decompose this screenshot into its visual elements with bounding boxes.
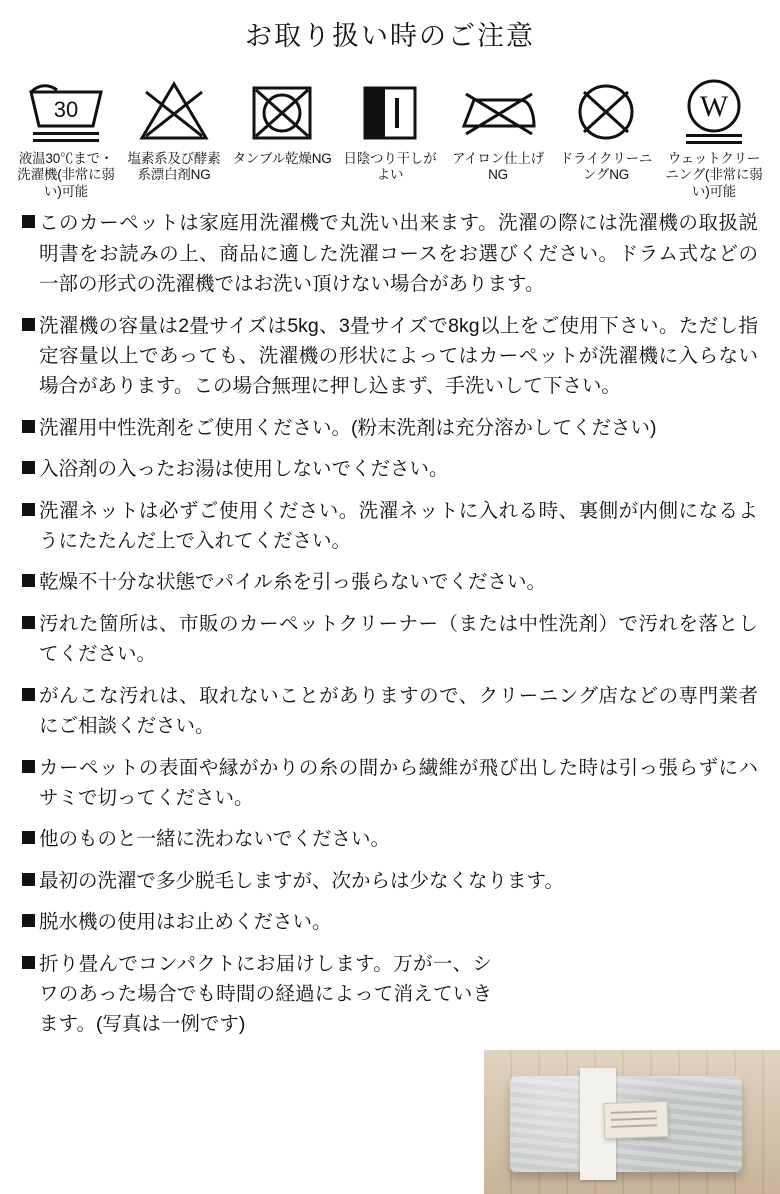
shade-line-dry-icon <box>357 75 423 147</box>
care-symbol-caption: アイロン仕上げNG <box>452 151 544 183</box>
care-symbol-caption: タンブル乾燥NG <box>232 151 332 166</box>
list-item <box>22 413 758 443</box>
care-notes-list <box>0 200 780 1039</box>
care-symbols-row <box>0 53 780 200</box>
no-chlorine-oxygen-bleach-icon <box>134 75 214 147</box>
square-bullet-icon <box>22 688 35 701</box>
square-bullet-icon <box>22 574 35 587</box>
care-symbol-caption: ドライクリーニングNG <box>559 151 653 183</box>
care-symbol-item <box>664 75 764 200</box>
note-text: 最初の洗濯で多少脱毛しますが、次からは少なくなります。 <box>39 869 564 892</box>
no-iron-icon <box>456 75 540 147</box>
care-symbol-item <box>16 75 116 200</box>
care-symbol-item <box>340 75 440 184</box>
page-title: お取り扱い時のご注意 <box>245 21 535 51</box>
square-bullet-icon <box>22 956 35 969</box>
square-bullet-icon <box>22 914 35 927</box>
list-item <box>22 454 758 484</box>
care-symbol-caption: ウェットクリーニング(非常に弱い)可能 <box>665 151 763 199</box>
note-text: このカーペットは家庭用洗濯機で丸洗い出来ます。洗濯の際には洗濯機の取扱説明書をお読みの上、商品に適した洗濯コースをお選びください。ドラム式などの一部の形式の洗濯機ではお洗い頂けない場合があります。 <box>39 212 758 296</box>
square-bullet-icon <box>22 831 35 844</box>
svg-text:30: 30 <box>53 97 79 122</box>
care-symbol-caption: 塩素系及び酵素系漂白剤NG <box>127 151 221 183</box>
square-bullet-icon <box>22 760 35 773</box>
note-text: 乾燥不十分な状態でパイル糸を引っ張らないでください。 <box>39 571 547 594</box>
list-item <box>22 681 758 742</box>
note-text: 脱水機の使用はお止めください。 <box>39 911 332 934</box>
square-bullet-icon <box>22 461 35 474</box>
no-tumble-dry-icon <box>246 75 318 147</box>
note-text: がんこな汚れは、取れないことがありますので、クリーニング店などの専門業者にご相談ください。 <box>39 684 758 738</box>
note-text: 汚れた箇所は、市販のカーペットクリーナー（または中性洗剤）で汚れを落としてください。 <box>39 612 758 666</box>
care-symbol-item <box>556 75 656 184</box>
list-item <box>22 208 758 299</box>
note-text: カーペットの表面や縁がかりの糸の間から繊維が飛び出した時は引っ張らずにハサミで切ってください。 <box>39 756 758 809</box>
note-text: 他のものと一緒に洗わないでください。 <box>39 828 391 851</box>
note-text: 洗濯用中性洗剤をご使用ください。(粉末洗剤は充分溶かしてください) <box>39 416 657 439</box>
wet-clean-w-icon <box>678 75 750 147</box>
note-text: 洗濯ネットは必ずご使用ください。洗濯ネットに入れる時、裏側が内側になるようにたたんだ上で入れてください。 <box>39 499 758 553</box>
list-item <box>22 866 758 896</box>
note-text: 入浴剤の入ったお湯は使用しないでください。 <box>39 458 449 481</box>
square-bullet-icon <box>22 873 35 886</box>
care-symbol-item <box>232 75 332 167</box>
care-symbol-item <box>124 75 224 184</box>
square-bullet-icon <box>22 420 35 433</box>
list-item <box>22 949 492 1040</box>
svg-text:W: W <box>699 90 729 123</box>
square-bullet-icon <box>22 318 35 331</box>
square-bullet-icon <box>22 215 35 228</box>
square-bullet-icon <box>22 616 35 629</box>
square-bullet-icon <box>22 503 35 516</box>
note-text: 折り畳んでコンパクトにお届けします。万が一、シワのあった場合でも時間の経過によって消えていきます。(写真は一例です) <box>39 952 492 1036</box>
wash-tub-30-icon <box>23 75 109 147</box>
no-dry-clean-icon <box>570 75 642 147</box>
product-tag <box>603 1101 668 1139</box>
note-text: 洗濯機の容量は2畳サイズは5kg、3畳サイズで8kg以上をご使用下さい。ただし指定容量以上であっても、洗濯機の形状によってはカーペットが洗濯機に入らない場合があります。この場合無理に押し込まず、手洗いして下さい。 <box>39 314 758 398</box>
list-item <box>22 311 758 402</box>
list-item <box>22 609 758 670</box>
list-item <box>22 753 758 814</box>
list-item <box>22 567 758 597</box>
folded-carpet-photo <box>484 1050 780 1194</box>
list-item <box>22 907 758 937</box>
care-instructions-page <box>0 14 780 1194</box>
care-symbol-caption: 液温30℃まで・洗濯機(非常に弱い)可能 <box>17 151 115 199</box>
list-item <box>22 496 758 557</box>
list-item <box>22 824 758 854</box>
care-symbol-caption: 日陰つり干しがよい <box>343 151 437 183</box>
care-symbol-item <box>448 75 548 184</box>
